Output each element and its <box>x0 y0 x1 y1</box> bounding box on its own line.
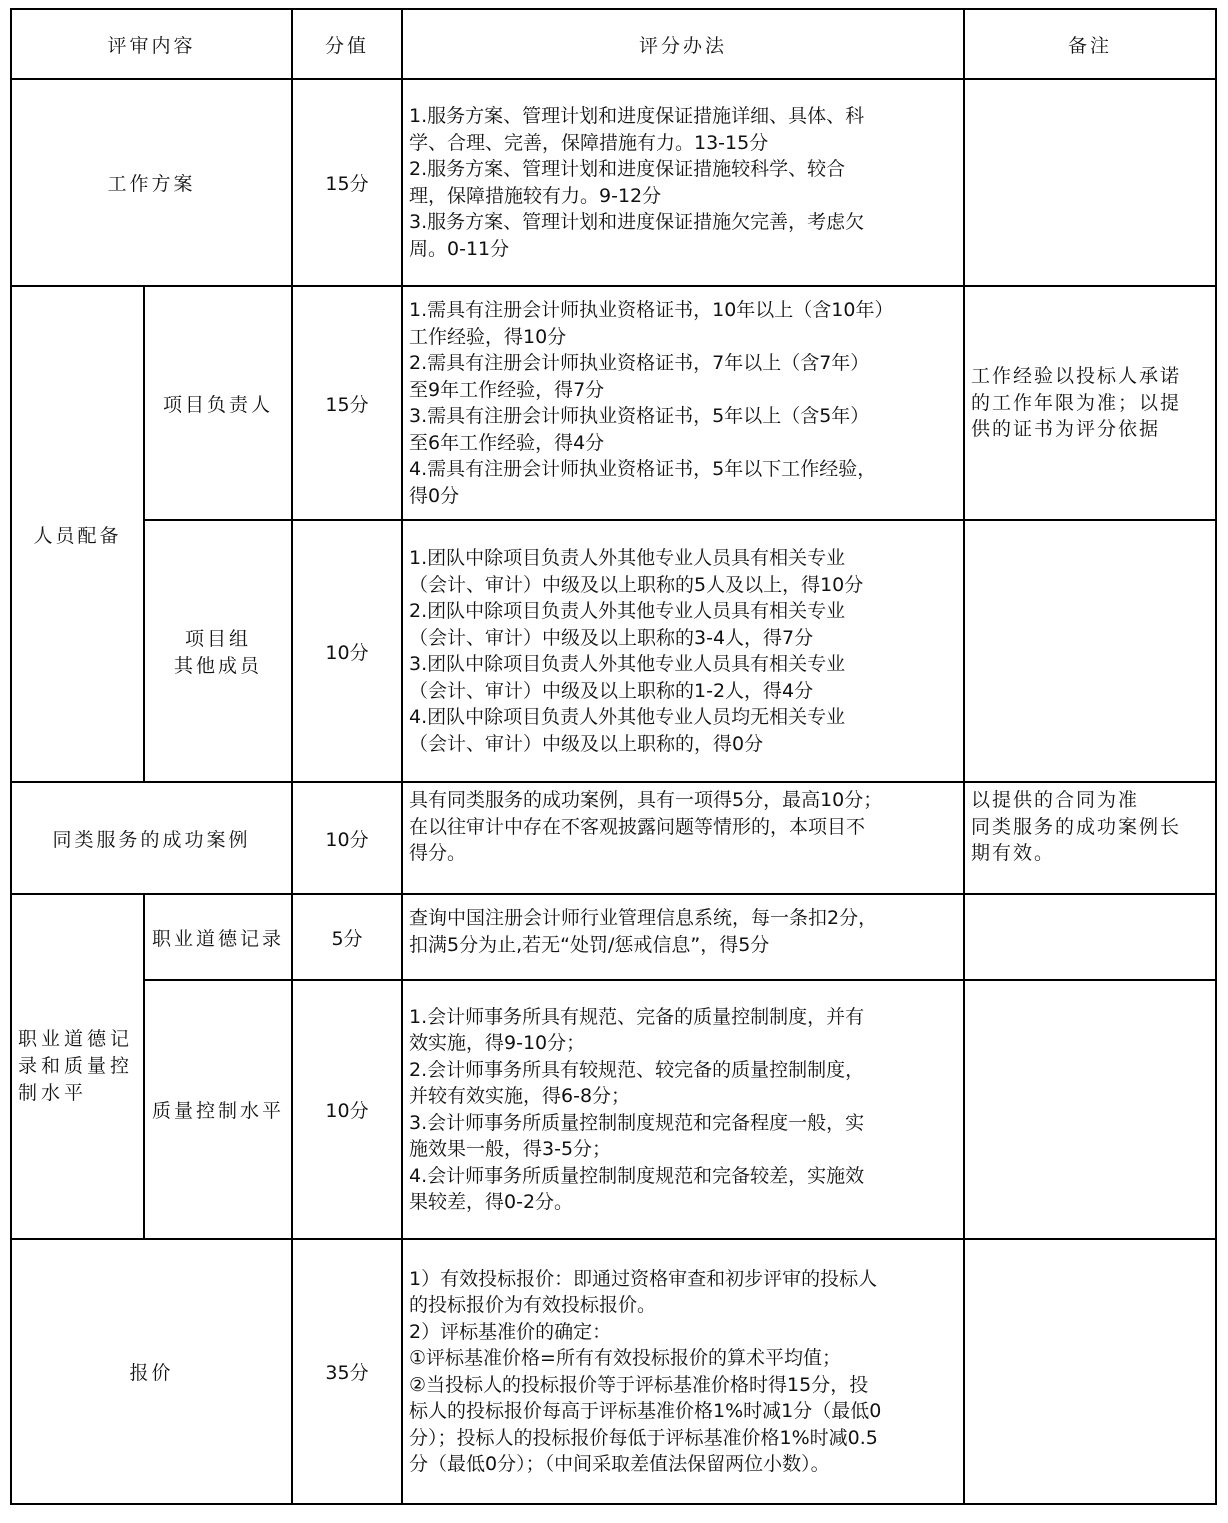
method-line: 查询中国注册会计师行业管理信息系统，每一条扣2分， <box>409 907 878 929</box>
ethics-quality-label-line: 制水平 <box>18 1082 88 1104</box>
scoring-table <box>10 8 1217 1505</box>
leader-method <box>402 286 964 520</box>
ethics-remark <box>964 894 1216 980</box>
method-line: 4.需具有注册会计师执业资格证书，5年以下工作经验， <box>409 458 877 480</box>
quality-method <box>402 980 964 1239</box>
method-line: 得分。 <box>409 842 467 864</box>
remark-line: 工作经验以投标人承诺 <box>971 365 1182 388</box>
row-project-leader <box>11 286 1216 520</box>
method-line: 理，保障措施较有力。9-12分 <box>409 184 662 207</box>
method-line: 3.服务方案、管理计划和进度保证措施欠完善，考虑欠 <box>409 211 865 233</box>
method-line: 1.服务方案、管理计划和进度保证措施详细、具体、科 <box>409 105 865 127</box>
method-line: 扣满5分为止,若无“处罚/惩戒信息”，得5分 <box>409 933 770 956</box>
method-line: 1.团队中除项目负责人外其他专业人员具有相关专业 <box>409 547 846 569</box>
ethics-label: 职业道德记录 <box>144 894 292 980</box>
method-line: 至9年工作经验，得7分 <box>409 378 605 401</box>
method-line: 标人的投标报价每高于评标基准价格1%时减1分（最低0 <box>409 1400 882 1422</box>
method-line: 3.需具有注册会计师执业资格证书，5年以上（含5年） <box>409 405 870 427</box>
remark-line: 供的证书为评分依据 <box>971 418 1161 441</box>
cases-score: 10分 <box>292 782 402 894</box>
header-score: 分值 <box>292 9 402 79</box>
leader-label: 项目负责人 <box>144 286 292 520</box>
method-line: 2.需具有注册会计师执业资格证书，7年以上（含7年） <box>409 352 870 374</box>
method-line: 的投标报价为有效投标报价。 <box>409 1294 657 1316</box>
method-line: ①评标基准价格=所有有效投标报价的算术平均值； <box>409 1347 841 1369</box>
staffing-label: 人员配备 <box>11 286 144 782</box>
remark-line: 期有效。 <box>971 842 1056 864</box>
remark-line: 以提供的合同为准 <box>971 789 1140 811</box>
ethics-quality-label-line: 录和质量控 <box>18 1055 134 1077</box>
cases-label: 同类服务的成功案例 <box>11 782 292 894</box>
method-line: 学、合理、完善，保障措施有力。13-15分 <box>409 131 769 154</box>
work-plan-score: 15分 <box>292 79 402 286</box>
header-row <box>11 9 1216 79</box>
method-line: 1）有效投标报价：即通过资格审查和初步评审的投标人 <box>409 1267 878 1290</box>
price-remark <box>964 1239 1216 1504</box>
remark-line: 同类服务的成功案例长 <box>971 815 1182 838</box>
remark-line: 的工作年限为准；以提 <box>971 391 1182 414</box>
leader-score: 15分 <box>292 286 402 520</box>
method-line: 1.会计师事务所具有规范、完备的质量控制制度，并有 <box>409 1005 865 1028</box>
cases-remark <box>964 782 1216 894</box>
row-team-members <box>11 520 1216 782</box>
ethics-quality-label-line: 职业道德记 <box>18 1028 134 1050</box>
method-line: 分）；投标人的投标报价每低于评标基准价格1%时减0.5 <box>409 1426 878 1449</box>
members-label-line1: 项目组 <box>184 628 251 650</box>
header-content: 评审内容 <box>11 9 292 79</box>
method-line: 在以往审计中存在不客观披露问题等情形的，本项目不 <box>409 815 866 838</box>
method-line: 1.需具有注册会计师执业资格证书，10年以上（含10年） <box>409 299 894 321</box>
method-line: 得0分 <box>409 484 460 507</box>
members-label-line2: 其他成员 <box>173 655 262 677</box>
work-plan-remark <box>964 79 1216 286</box>
quality-label: 质量控制水平 <box>144 980 292 1239</box>
leader-remark <box>964 286 1216 520</box>
method-line: 分（最低0分）；（中间采取差值法保留两位小数）。 <box>409 1453 830 1475</box>
method-line: 2.会计师事务所具有较规范、较完备的质量控制制度， <box>409 1058 865 1081</box>
method-line: 2.服务方案、管理计划和进度保证措施较科学、较合 <box>409 158 846 180</box>
price-score: 35分 <box>292 1239 402 1504</box>
method-line: 2.团队中除项目负责人外其他专业人员具有相关专业 <box>409 600 846 622</box>
work-plan-method <box>402 79 964 286</box>
method-line: 施效果一般，得3-5分； <box>409 1138 612 1160</box>
price-label: 报价 <box>11 1239 292 1504</box>
members-remark <box>964 520 1216 782</box>
ethics-method <box>402 894 964 980</box>
method-line: （会计、审计）中级及以上职称的1-2人，得4分 <box>409 679 814 702</box>
ethics-quality-label <box>11 894 144 1239</box>
method-line: 果较差，得0-2分。 <box>409 1191 574 1213</box>
members-label <box>144 520 292 782</box>
price-method <box>402 1239 964 1504</box>
method-line: 具有同类服务的成功案例，具有一项得5分，最高10分； <box>409 789 883 811</box>
row-price <box>11 1239 1216 1504</box>
method-line: 至6年工作经验，得4分 <box>409 431 605 454</box>
method-line: 2）评标基准价的确定： <box>409 1320 612 1343</box>
method-line: （会计、审计）中级及以上职称的3-4人，得7分 <box>409 626 814 649</box>
method-line: （会计、审计）中级及以上职称的5人及以上，得10分 <box>409 573 864 596</box>
method-line: 3.团队中除项目负责人外其他专业人员具有相关专业 <box>409 653 846 675</box>
method-line: 工作经验，得10分 <box>409 325 567 348</box>
members-score: 10分 <box>292 520 402 782</box>
members-method <box>402 520 964 782</box>
method-line: （会计、审计）中级及以上职称的，得0分 <box>409 732 764 755</box>
quality-score: 10分 <box>292 980 402 1239</box>
ethics-score: 5分 <box>292 894 402 980</box>
row-work-plan <box>11 79 1216 286</box>
method-line: 4.团队中除项目负责人外其他专业人员均无相关专业 <box>409 706 846 728</box>
header-remark: 备注 <box>964 9 1216 79</box>
cases-method <box>402 782 964 894</box>
row-ethics-record <box>11 894 1216 980</box>
row-quality-control <box>11 980 1216 1239</box>
method-line: 并较有效实施，得6-8分； <box>409 1085 631 1107</box>
method-line: 3.会计师事务所质量控制制度规范和完备程度一般，实 <box>409 1111 865 1134</box>
method-line: 效实施，得9-10分； <box>409 1032 586 1054</box>
row-success-cases <box>11 782 1216 894</box>
method-line: 周。0-11分 <box>409 237 510 260</box>
method-line: 4.会计师事务所质量控制制度规范和完备较差，实施效 <box>409 1164 865 1187</box>
header-method: 评分办法 <box>402 9 964 79</box>
quality-remark <box>964 980 1216 1239</box>
method-line: ②当投标人的投标报价等于评标基准价格时得15分，投 <box>409 1373 869 1396</box>
work-plan-label: 工作方案 <box>11 79 292 286</box>
